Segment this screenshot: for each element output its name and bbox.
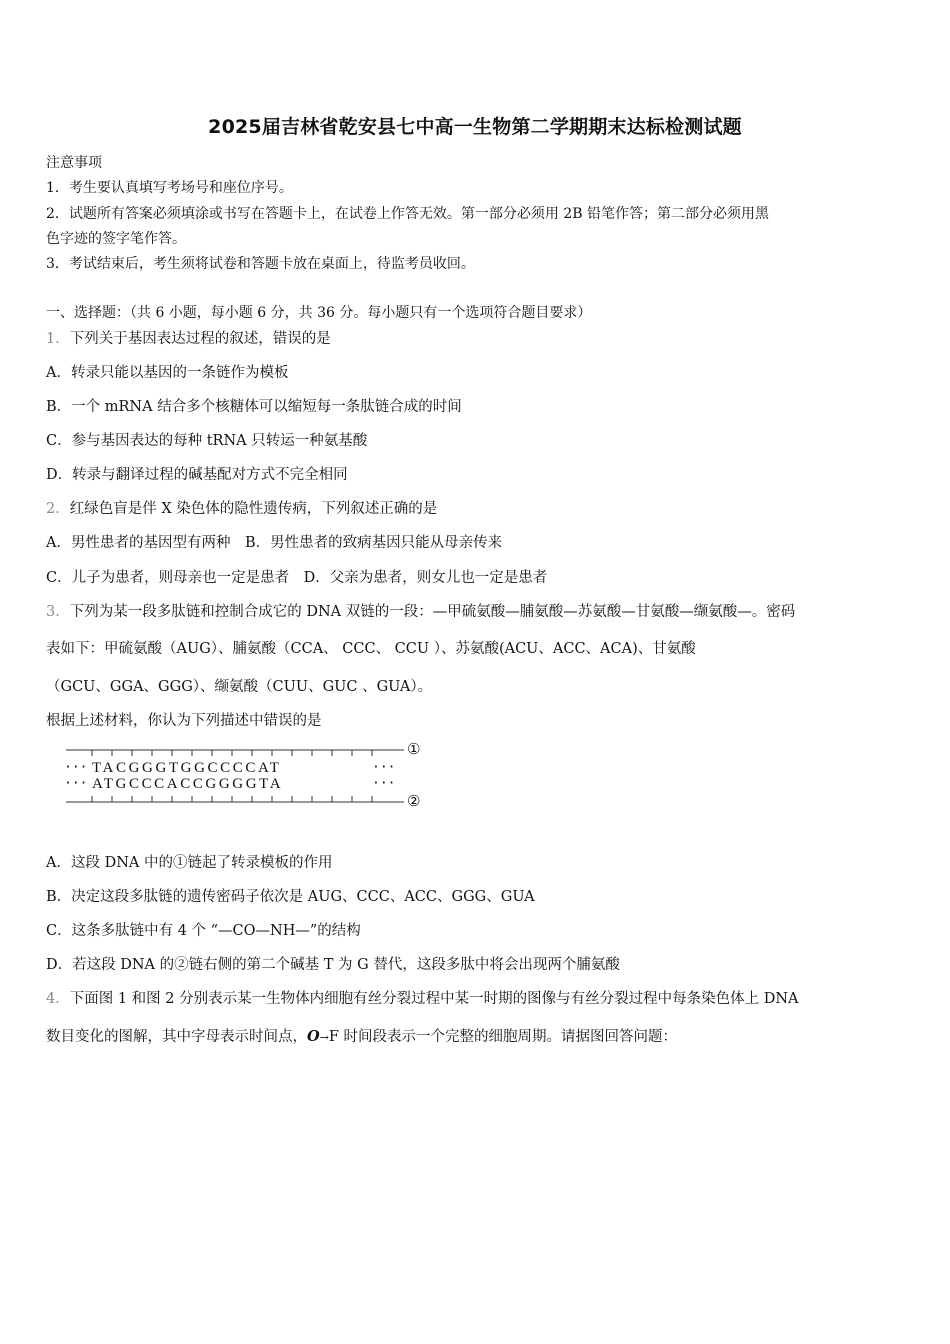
question-3-stem-line-1 [46, 600, 795, 621]
question-3-option-c: C．这条多肽链中有 4 个 “—CO—NH—”的结构 [46, 923, 361, 939]
strand-1-left-dots: ··· [64, 760, 88, 775]
question-1-option-c: C．参与基因表达的每种 tRNA 只转运一种氨基酸 [46, 433, 368, 449]
question-2-options-ab: A．男性患者的基因型有两种 B．男性患者的致病基因只能从母亲传来 [46, 535, 503, 551]
question-2-stem [46, 497, 437, 518]
notice-item-2-line-2: 色字迹的签字笔作答。 [46, 231, 186, 247]
question-4-o-letter: O [307, 1028, 320, 1045]
strand-2-sequence: ATGCCCACCGGGGTA [92, 776, 284, 792]
strand-1-sequence: TACGGGTGGCCCCAT [92, 760, 282, 776]
strand-1-label: ① [407, 740, 421, 758]
section-heading: 一、选择题：（共 6 小题，每小题 6 分，共 36 分。每小题只有一个选项符合题目要求） [46, 305, 592, 321]
question-1-option-a: A．转录只能以基因的一条链作为模板 [46, 365, 289, 381]
question-3-option-a: A．这段 DNA 中的①链起了转录模板的作用 [46, 855, 333, 871]
question-4-number: 4． [46, 991, 70, 1007]
question-3-stem-line-2: 表如下：甲硫氨酸（AUG）、脯氨酸（CCA、 CCC、 CCU ）、苏氨酸(ACU、ACC、ACA)、甘氨酸 [46, 641, 696, 657]
question-1-option-d: D．转录与翻译过程的碱基配对方式不完全相同 [46, 467, 348, 483]
question-4-arrow: → [319, 1031, 329, 1044]
question-1-stem [46, 327, 331, 348]
notice-item-3: 3．考试结束后，考生须将试卷和答题卡放在桌面上，待监考员收回。 [46, 256, 475, 272]
question-3-option-b: B．决定这段多肽链的遗传密码子依次是 AUG、CCC、ACC、GGG、GUA [46, 889, 535, 905]
question-2-text: 红绿色盲是伴 X 染色体的隐性遗传病，下列叙述正确的是 [69, 501, 438, 517]
notice-item-1: 1．考生要认真填写考场号和座位序号。 [46, 180, 293, 196]
question-4-text-line-2-post: F 时间段表示一个完整的细胞周期。请据图回答问题： [328, 1029, 678, 1045]
strand-2-right-dots: ··· [372, 776, 396, 791]
strand-1-right-dots: ··· [372, 760, 396, 775]
question-1-option-b: B．一个 mRNA 结合多个核糖体可以缩短每一条肽链合成的时间 [46, 399, 462, 415]
question-4-stem-line-2 [46, 1025, 677, 1046]
question-3-number: 3． [46, 604, 70, 620]
page-title: 2025届吉林省乾安县七中高一生物第二学期期末达标检测试题 [208, 116, 742, 138]
notice-item-2-line-1: 2．试题所有答案必须填涂或书写在答题卡上，在试卷上作答无效。第一部分必须用 2B 铅笔作答；第二部分必须用黑 [46, 206, 769, 222]
notice-heading: 注意事项 [46, 155, 102, 171]
question-1-number: 1． [46, 331, 70, 347]
strand-2-label: ② [407, 792, 421, 810]
question-3-stem-line-3: （GCU、GGA、GGG）、缬氨酸（CUU、GUC 、GUA）。 [46, 679, 433, 695]
question-3-option-d: D．若这段 DNA 的②链右侧的第二个碱基 T 为 G 替代，这段多肽中将会出现两个脯氨酸 [46, 957, 620, 973]
question-3-stem-line-4: 根据上述材料，你认为下列描述中错误的是 [46, 713, 322, 729]
dna-double-strand-figure [60, 738, 440, 818]
question-3-text-line-1: 下列为某一段多肽链和控制合成它的 DNA 双链的一段：—甲硫氨酸—脯氨酸—苏氨酸—甘氨酸—缬氨酸—。密码 [69, 604, 796, 620]
question-2-options-cd: C．儿子为患者，则母亲也一定是患者 D．父亲为患者，则女儿也一定是患者 [46, 570, 548, 586]
question-1-text: 下列关于基因表达过程的叙述，错误的是 [69, 331, 331, 347]
question-4-text-line-1: 下面图 1 和图 2 分别表示某一生物体内细胞有丝分裂过程中某一时期的图像与有丝分裂过程中每条染色体上 DNA [69, 991, 799, 1007]
strand-2-left-dots: ··· [64, 776, 88, 791]
question-2-number: 2． [46, 501, 70, 517]
question-4-stem-line-1 [46, 987, 799, 1008]
question-4-text-line-2-pre: 数目变化的图解，其中字母表示时间点， [46, 1029, 307, 1045]
